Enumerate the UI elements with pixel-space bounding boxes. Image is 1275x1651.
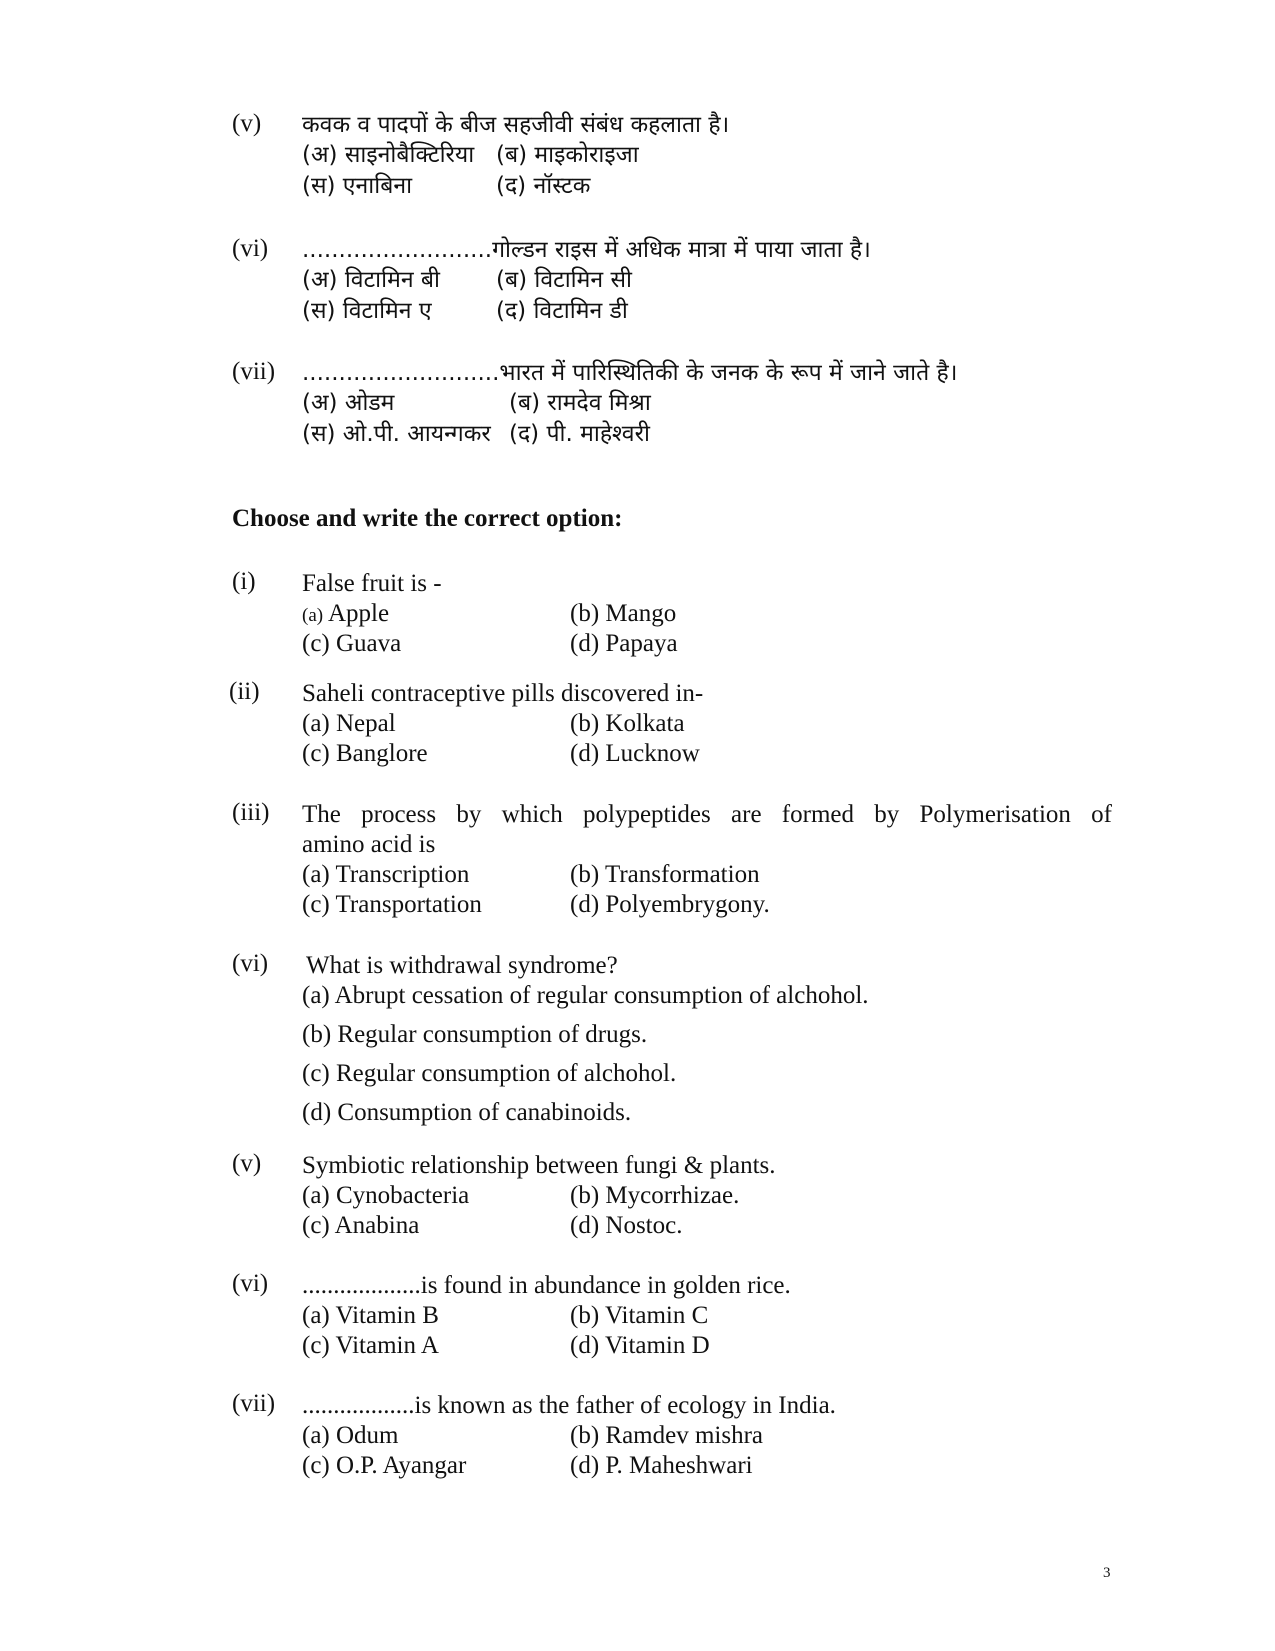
- question-stem: ..........................गोल्डन राइस में अधिक मात्रा में पाया जाता है।: [302, 237, 871, 263]
- question-stem: False fruit is -: [302, 570, 442, 597]
- question-stem: कवक व पादपों के बीज सहजीवी संबंध कहलाता है।: [302, 112, 730, 138]
- option-a: [302, 598, 389, 631]
- question-stem: ..................is known as the father of ecology in India.: [302, 1392, 836, 1419]
- option-b: (b) Vitamin C: [570, 1302, 709, 1329]
- option-a: (a) Cynobacteria: [302, 1182, 470, 1209]
- option-a: (अ) विटामिन बी: [302, 267, 441, 293]
- option-b: (ब) विटामिन सी: [496, 267, 632, 293]
- question-stem: Saheli contraceptive pills discovered in-: [302, 680, 704, 707]
- option-b: (b) Mango: [570, 600, 677, 627]
- question-stem-line-2: amino acid is: [302, 831, 436, 858]
- option-b: (ब) माइकोराइजा: [496, 142, 639, 168]
- question-number: (vii): [232, 1390, 276, 1417]
- option-b: (b) Transformation: [570, 861, 760, 888]
- option-c: (स) ओ.पी. आयन्गकर: [302, 421, 491, 447]
- option-a: (a) Nepal: [302, 710, 396, 737]
- page-number: 3: [1103, 1565, 1111, 1581]
- option-b: (b) Regular consumption of drugs.: [302, 1021, 648, 1048]
- question-stem: Symbiotic relationship between fungi & plants.: [302, 1152, 776, 1179]
- option-c: (c) Vitamin A: [302, 1332, 439, 1359]
- section-heading: Choose and write the correct option:: [232, 505, 623, 532]
- option-d: (द) विटामिन डी: [496, 298, 628, 324]
- option-c: (स) विटामिन ए: [302, 298, 432, 324]
- option-a: (a) Odum: [302, 1422, 399, 1449]
- option-a: (अ) साइनोबैक्टिरिया: [302, 142, 475, 168]
- option-b: (b) Mycorrhizae.: [570, 1182, 740, 1209]
- question-stem: ...................is found in abundance in golden rice.: [302, 1272, 791, 1299]
- question-stem: ...........................भारत में पारिस्थितिकी के जनक के रूप में जाने जाते है।: [302, 360, 958, 386]
- option-b: (ब) रामदेव मिश्रा: [509, 390, 651, 416]
- option-c: (c) Guava: [302, 630, 402, 657]
- option-d: (द) पी. माहेश्वरी: [509, 421, 650, 447]
- option-d: (d) Nostoc.: [570, 1212, 683, 1239]
- question-number: (iii): [232, 799, 270, 826]
- question-number: (v): [232, 1150, 262, 1177]
- option-d: (d) P. Maheshwari: [570, 1452, 753, 1479]
- option-d: (द) नॉस्टक: [496, 173, 591, 199]
- question-number: (vi): [232, 235, 269, 262]
- question-number: (vi): [232, 950, 269, 977]
- question-number: (v): [232, 110, 262, 137]
- option-d: (d) Lucknow: [570, 740, 700, 767]
- option-b: (b) Ramdev mishra: [570, 1422, 764, 1449]
- option-d: (d) Vitamin D: [570, 1332, 710, 1359]
- option-a: (a) Vitamin B: [302, 1302, 439, 1329]
- question-stem: What is withdrawal syndrome?: [306, 952, 618, 979]
- option-a-label: (a): [302, 605, 324, 626]
- option-a-text: Apple: [327, 600, 390, 627]
- option-d: (d) Papaya: [570, 630, 678, 657]
- question-number: (vi): [232, 1270, 269, 1297]
- option-d: (d) Polyembrygony.: [570, 891, 770, 918]
- option-c: (c) Anabina: [302, 1212, 420, 1239]
- option-c: (c) Regular consumption of alchohol.: [302, 1060, 677, 1087]
- option-c: (स) एनाबिना: [302, 173, 413, 199]
- option-c: (c) Transportation: [302, 891, 482, 918]
- option-c: (c) Banglore: [302, 740, 428, 767]
- question-stem-line-1: The process by which polypeptides are formed by Polymerisation of: [302, 801, 1112, 828]
- option-a: (a) Transcription: [302, 861, 470, 888]
- question-number: (ii): [229, 678, 260, 705]
- option-d: (d) Consumption of canabinoids.: [302, 1099, 632, 1126]
- option-a: (अ) ओडम: [302, 390, 395, 416]
- question-number: (i): [232, 568, 256, 595]
- option-c: (c) O.P. Ayangar: [302, 1452, 467, 1479]
- option-b: (b) Kolkata: [570, 710, 685, 737]
- option-a: (a) Abrupt cessation of regular consumption of alchohol.: [302, 982, 869, 1009]
- question-number: (vii): [232, 358, 276, 385]
